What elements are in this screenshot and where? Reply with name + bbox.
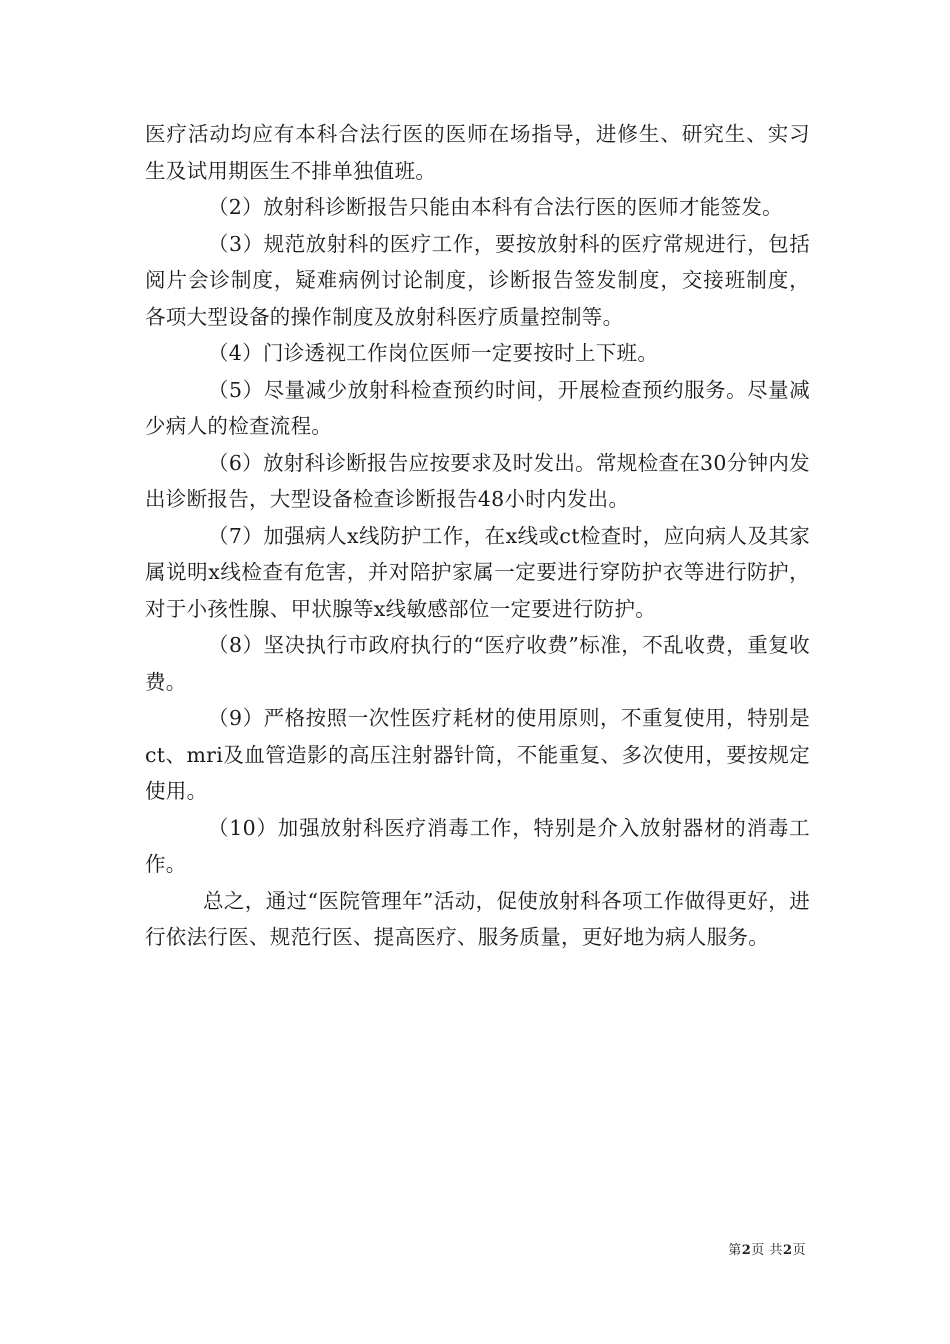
paragraph-item-5: （5）尽量减少放射科检查预约时间，开展检查预约服务。尽量减少病人的检查流程。 (145, 377, 810, 438)
paragraph-item-4: （4）门诊透视工作岗位医师一定要按时上下班。 (208, 341, 659, 365)
footer-total-pages: 2 (782, 1243, 793, 1258)
paragraph-item-7: （7）加强病人x线防护工作，在x线或ct检查时，应向病人及其家属说明x线检查有危害，并对陪护家属一定要进行穿防护衣等进行防护，对于小孩性腺、甲状腺等x线敏感部位一定要进行防护。 (145, 523, 810, 621)
paragraph-summary: 总之，通过“医院管理年”活动，促使放射科各项工作做得更好，进行依法行医、规范行医、提高医疗、服务质量，更好地为病人服务。 (145, 888, 810, 949)
page-number-footer (728, 1243, 806, 1259)
footer-suffix: 页 (792, 1243, 806, 1258)
paragraph-item-2: （2）放射科诊断报告只能由本科有合法行医的医师才能签发。 (208, 195, 783, 219)
paragraph-continuation: 医疗活动均应有本科合法行医的医师在场指导，进修生、研究生、实习生及试用期医生不排单独值班。 (145, 122, 810, 183)
footer-prefix: 第 (728, 1243, 742, 1258)
paragraph-item-3: （3）规范放射科的医疗工作，要按放射科的医疗常规进行，包括阅片会诊制度，疑难病例讨论制度，诊断报告签发制度，交接班制度，各项大型设备的操作制度及放射科医疗质量控制等。 (145, 231, 810, 329)
footer-current-page: 2 (741, 1243, 752, 1258)
paragraph-item-9: （9）严格按照一次性医疗耗材的使用原则，不重复使用，特别是ct、mri及血管造影的高压注射器针筒，不能重复、多次使用，要按规定使用。 (145, 706, 810, 803)
footer-middle: 页 共 (751, 1243, 783, 1258)
paragraph-item-6: （6）放射科诊断报告应按要求及时发出。常规检查在30分钟内发出诊断报告，大型设备检查诊断报告48小时内发出。 (145, 450, 810, 511)
paragraph-item-10: （10）加强放射科医疗消毒工作，特别是介入放射器材的消毒工作。 (145, 815, 810, 876)
document-body (145, 116, 810, 956)
paragraph-item-8: （8）坚决执行市政府执行的“医疗收费”标准，不乱收费，重复收费。 (145, 633, 810, 694)
